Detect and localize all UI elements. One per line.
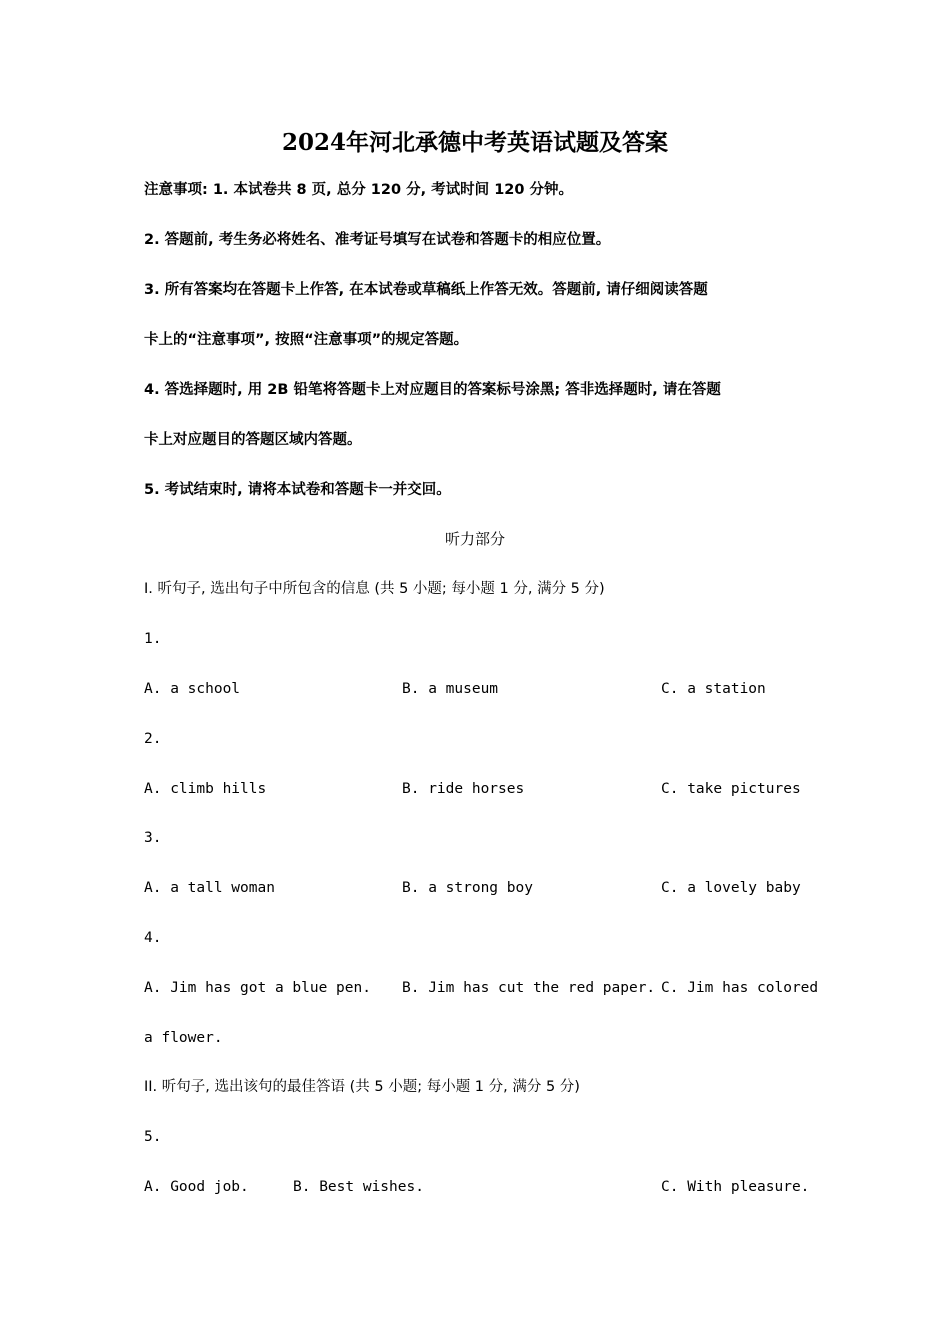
option-c-continued: a flower. [144,1030,223,1046]
option-a: A. a school [144,681,241,697]
option-a: A. Good job. [144,1179,249,1195]
part-2-heading: II. 听句子, 选出该句的最佳答语 (共 5 小题; 每小题 1 分, 满分 5 分) [144,1079,580,1095]
option-c: C. a station [661,681,766,697]
note-3-line-2: 卡上的“注意事项”, 按照“注意事项”的规定答题。 [144,332,469,348]
section-title: 听力部分 [444,530,505,548]
option-b: B. a strong boy [402,880,533,896]
option-b: B. a museum [402,681,499,697]
part-1-heading: I. 听句子, 选出句子中所包含的信息 (共 5 小题; 每小题 1 分, 满分 5 分) [144,581,605,597]
note-4-line-2: 卡上对应题目的答题区域内答题。 [144,432,362,448]
note-5: 5. 考试结束时, 请将本试卷和答题卡一并交回。 [144,482,451,498]
option-c: C. take pictures [661,781,801,797]
note-4-line-1: 4. 答选择题时, 用 2B 铅笔将答题卡上对应题目的答案标号涂黑; 答非选择题时, 请在答题 [144,382,721,398]
note-3-line-1: 3. 所有答案均在答题卡上作答, 在本试卷或草稿纸上作答无效。答题前, 请仔细阅读答题 [144,282,708,298]
note-1: 注意事项: 1. 本试卷共 8 页, 总分 120 分, 考试时间 120 分钟。 [144,182,574,198]
question-number: 4. [144,930,162,946]
question-number: 1. [144,631,162,647]
option-a: A. climb hills [144,781,267,797]
option-b: B. ride horses [402,781,525,797]
question-number: 5. [144,1129,162,1145]
document-title: 2024年河北承德中考英语试题及答案 [281,129,668,156]
note-2: 2. 答题前, 考生务必将姓名、准考证号填写在试卷和答题卡的相应位置。 [144,232,611,248]
option-a: A. Jim has got a blue pen. [144,980,371,996]
option-a: A. a tall woman [144,880,275,896]
option-b: B. Jim has cut the red paper. [402,980,656,996]
question-number: 3. [144,830,162,846]
option-c: C. Jim has colored [661,980,819,996]
option-b: B. Best wishes. [293,1179,424,1195]
option-c: C. With pleasure. [661,1179,810,1195]
option-c: C. a lovely baby [661,880,801,896]
question-number: 2. [144,731,162,747]
